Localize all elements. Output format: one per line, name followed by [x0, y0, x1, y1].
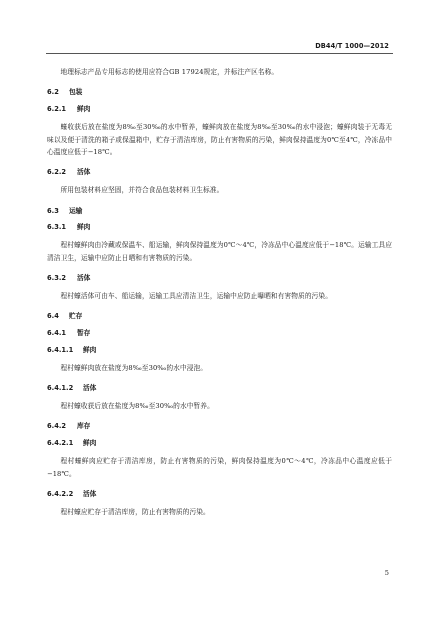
section-title: 鲜肉 — [83, 439, 97, 448]
heading-6-2-1 — [47, 104, 392, 114]
section-number: 6.2.2 — [47, 168, 67, 177]
section-number: 6.3.2 — [47, 274, 67, 283]
paragraph-warehouse-fresh: 程村蠔鲜肉应贮存于清洁库房，防止有害物质的污染，鲜肉保持温度为0℃～4℃，冷冻品中心温度应低于−18℃。 — [47, 457, 392, 478]
section-title: 运输 — [69, 206, 83, 215]
section-number: 6.4.1 — [47, 329, 67, 338]
section-number: 6.4.2 — [47, 422, 67, 431]
heading-6-3-1 — [47, 222, 392, 232]
heading-6-3-2 — [47, 273, 392, 283]
heading-6-4-1-2 — [47, 383, 392, 393]
heading-6-4-2-1 — [47, 438, 392, 448]
section-number: 6.2 — [47, 88, 59, 97]
paragraph-package-fresh: 蠔收获后放在盐度为8‰至30‰的水中暂养，蠔鲜肉放在盐度为8‰至30‰的水中浸泡；蠔鲜肉装于无毒无味以及便于清洗的箱子或保温箱中，贮存于清洁库房，防止有害物质的污染，鲜肉保持温度为0℃至4℃，冷冻品中心温度应低于−18℃。 — [47, 123, 392, 157]
heading-6-4 — [47, 311, 392, 321]
paragraph-transport-live: 程村蠔活体可由车、船运输，运输工具应清洁卫生，运输中应防止曝晒和有害物质的污染。 — [60, 292, 332, 301]
section-number: 6.4 — [47, 312, 59, 321]
section-number: 6.3.1 — [47, 223, 67, 232]
heading-6-4-2-2 — [47, 489, 392, 499]
section-number: 6.3 — [47, 206, 59, 215]
section-title: 暂存 — [77, 329, 91, 338]
section-title: 活体 — [77, 274, 91, 283]
section-number: 6.4.1.2 — [47, 384, 74, 393]
heading-6-4-2 — [47, 421, 392, 431]
section-title: 库存 — [77, 422, 91, 431]
paragraph-temp-storage-live: 程村蠔收获后放在盐度为8‰至30‰的水中暂养。 — [60, 402, 214, 411]
section-title: 活体 — [83, 490, 97, 499]
section-number: 6.4.2.1 — [47, 439, 74, 448]
heading-6-4-1-1 — [47, 345, 392, 355]
document-body — [47, 66, 392, 527]
header-divider — [46, 53, 393, 54]
paragraph-transport-fresh: 程村蠔鲜肉由冷藏或保温车、船运输，鲜肉保持温度为0℃～4℃，冷冻品中心温度应低于−18℃。运输工具应清洁卫生，运输中应防止日晒和有害物质的污染。 — [47, 241, 392, 262]
paragraph-package-live: 所用包装材料应坚固，并符合食品包装材料卫生标准。 — [60, 186, 224, 195]
section-title: 鲜肉 — [77, 105, 91, 114]
standard-code: DB44/T 1000—2012 — [315, 42, 389, 50]
section-title: 活体 — [83, 384, 97, 393]
section-title: 鲜肉 — [83, 346, 97, 355]
paragraph-temp-storage-fresh: 程村蠔鲜肉放在盐度为8‰至30‰的水中浸泡。 — [60, 364, 208, 372]
section-title: 包装 — [69, 88, 83, 97]
page-number: 5 — [384, 569, 389, 577]
section-title: 鲜肉 — [77, 223, 91, 232]
section-title: 贮存 — [69, 312, 83, 321]
heading-6-2 — [47, 87, 392, 97]
heading-6-4-1 — [47, 328, 392, 338]
section-title: 活体 — [77, 168, 91, 177]
heading-6-2-2 — [47, 167, 392, 177]
section-number: 6.4.1.1 — [47, 346, 74, 355]
paragraph-geo-mark: 地理标志产品专用标志的使用应符合GB 17924规定，并标注产区名称。 — [60, 68, 279, 76]
section-number: 6.4.2.2 — [47, 490, 74, 499]
section-number: 6.2.1 — [47, 105, 67, 114]
paragraph-warehouse-live: 程村蠔应贮存于清洁库房，防止有害物质的污染。 — [60, 507, 210, 516]
heading-6-3 — [47, 206, 392, 216]
